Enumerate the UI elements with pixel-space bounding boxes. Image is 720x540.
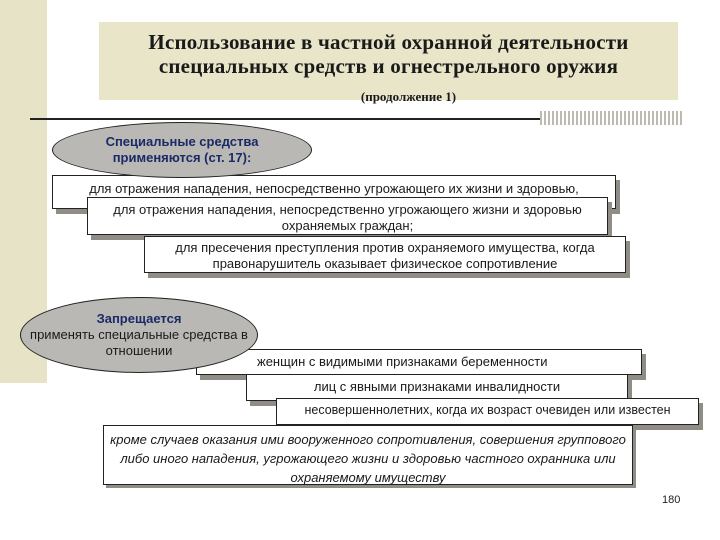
usage-ellipse — [52, 122, 312, 178]
slide-subtitle: (продолжение 1) — [360, 89, 457, 104]
usage-item-2 — [87, 197, 608, 235]
prohibit-item-2-text: лиц с явными признаками инвалидности — [313, 379, 561, 394]
title-box — [99, 22, 678, 104]
usage-item-3-text: для пресечения преступления против охраняемого имущества, когда правонарушитель оказывает физическое сопротивление — [175, 240, 595, 271]
prohibit-item-1 — [196, 349, 642, 375]
exception-box — [103, 425, 633, 485]
usage-item-1-text: для отражения нападения, непосредственно угрожающего их жизни и здоровью, — [89, 181, 579, 196]
slide-title: Использование в частной охранной деятельности специальных средств и огнестрельного оружия — [148, 30, 629, 78]
usage-ellipse-text: Специальные средства применяются (ст. 17): — [105, 134, 259, 165]
prohibit-ellipse-heading: Запрещается — [96, 311, 182, 326]
prohibit-item-3-text: несовершеннолетних, когда их возраст очевиден или известен — [304, 403, 671, 417]
page-number: 180 — [662, 494, 681, 506]
usage-item-3 — [144, 236, 626, 273]
usage-item-2-text: для отражения нападения, непосредственно угрожающего жизни и здоровью охраняемых граждан; — [113, 202, 582, 233]
exception-text: кроме случаев оказания ими вооруженного сопротивления, совершения группового либо иного нападения, угрожающего жизни и здоровью частного охранника или охраняемому имуществу — [110, 432, 626, 485]
prohibit-ellipse-body: применять специальные средства в отношении — [30, 327, 248, 358]
prohibit-ellipse — [20, 297, 258, 373]
prohibit-item-2 — [246, 374, 628, 401]
prohibit-item-3 — [276, 398, 699, 425]
prohibit-item-1-text: женщин с видимыми признаками беременности — [257, 354, 548, 369]
divider-pattern — [540, 111, 682, 125]
